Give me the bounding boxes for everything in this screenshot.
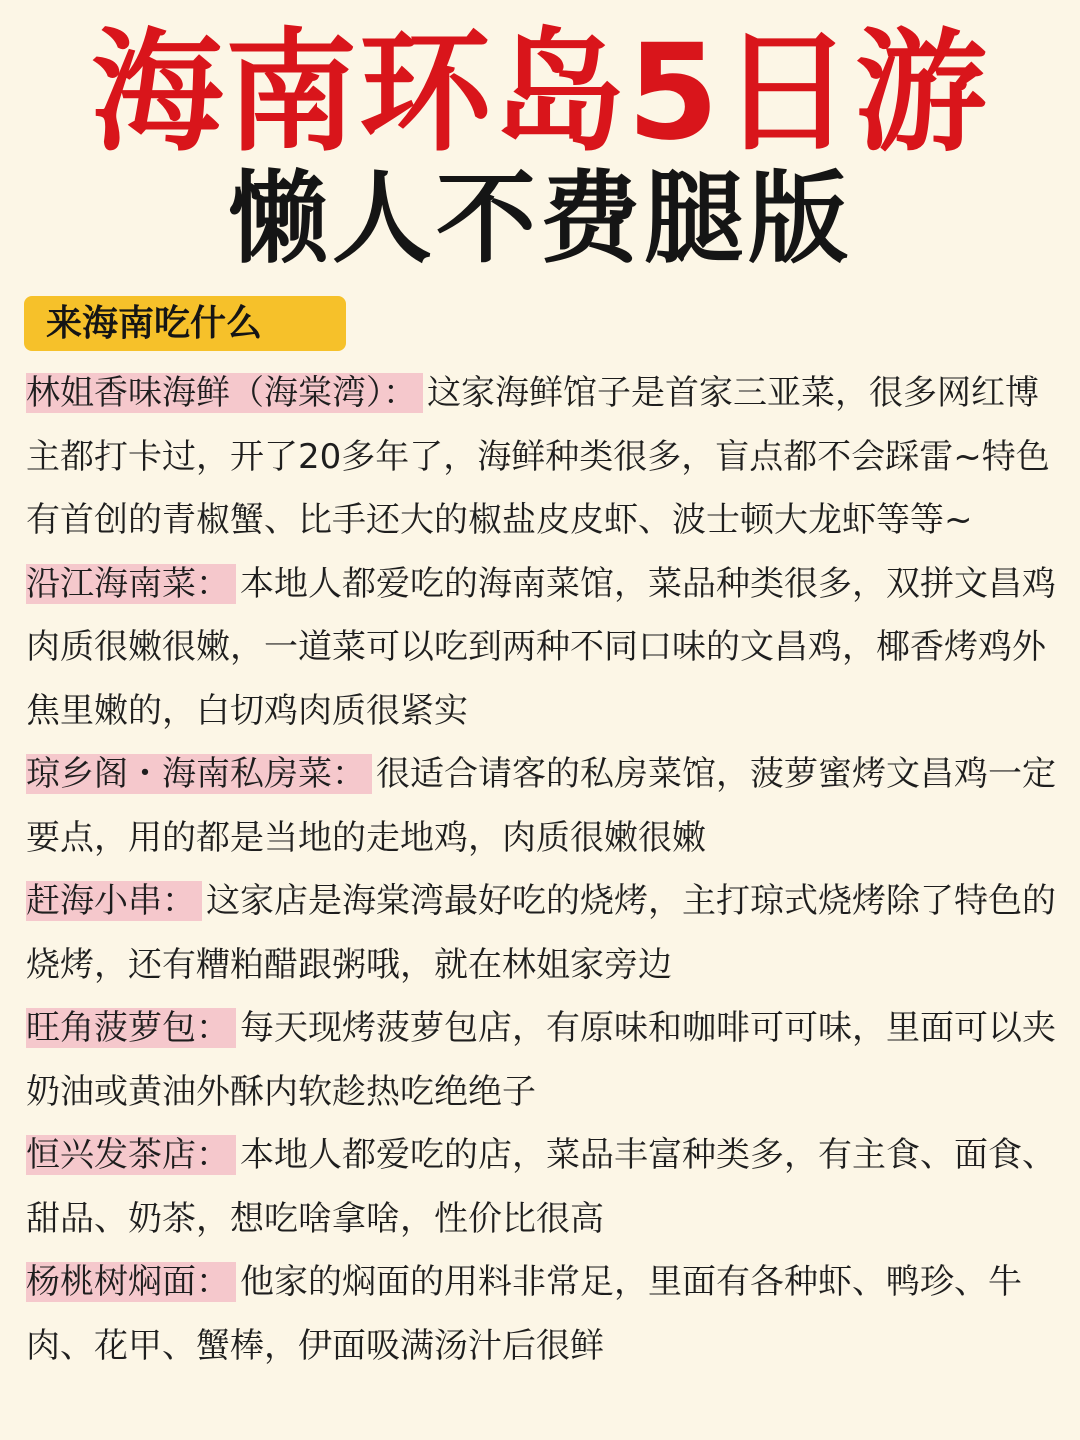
restaurant-entry-ganhai bbox=[26, 870, 1056, 997]
restaurant-list bbox=[26, 362, 1056, 1378]
restaurant-name: 赶海小串： bbox=[26, 881, 202, 921]
restaurant-description: 这家海鲜馆子是首家三亚菜，很多网红博主都打卡过，开了20多年了，海鲜种类很多，盲点都不会踩雷~特色有首创的青椒蟹、比手还大的椒盐皮皮虾、波士顿大龙虾等等~ bbox=[26, 373, 1050, 540]
restaurant-name: 杨桃树焖面： bbox=[26, 1262, 236, 1302]
restaurant-name: 林姐香味海鲜（海棠湾）： bbox=[26, 373, 423, 413]
restaurant-description: 本地人都爱吃的海南菜馆，菜品种类很多，双拼文昌鸡肉质很嫩很嫩，一道菜可以吃到两种不同口味的文昌鸡，椰香烤鸡外焦里嫩的，白切鸡肉质很紧实 bbox=[26, 563, 1056, 731]
restaurant-entry-hengxingfa bbox=[26, 1124, 1056, 1251]
restaurant-description: 本地人都爱吃的店，菜品丰富种类多，有主食、面食、甜品、奶茶，想吃啥拿啥，性价比很高 bbox=[26, 1135, 1056, 1239]
restaurant-entry-yangtaoshu bbox=[26, 1251, 1056, 1378]
restaurant-name: 恒兴发茶店： bbox=[26, 1135, 236, 1175]
restaurant-description: 这家店是海棠湾最好吃的烧烤，主打琼式烧烤除了特色的烧烤，还有糟粕醋跟粥哦，就在林姐家旁边 bbox=[26, 881, 1056, 985]
restaurant-entry-yanjiang bbox=[26, 553, 1056, 744]
restaurant-entry-wangjiao bbox=[26, 997, 1056, 1124]
main-title: 海南环岛5日游 bbox=[91, 16, 989, 170]
restaurant-entry-qiongxiangge bbox=[26, 743, 1056, 870]
restaurant-description: 每天现烤菠萝包店，有原味和咖啡可可味，里面可以夹奶油或黄油外酥内软趁热吃绝绝子 bbox=[26, 1008, 1056, 1112]
section-tag-food: 来海南吃什么 bbox=[24, 296, 346, 351]
restaurant-name: 旺角菠萝包： bbox=[26, 1008, 236, 1048]
restaurant-description: 他家的焖面的用料非常足，里面有各种虾、鸭珍、牛肉、花甲、蟹棒，伊面吸满汤汁后很鲜 bbox=[26, 1262, 1022, 1366]
restaurant-name: 沿江海南菜： bbox=[26, 564, 236, 604]
restaurant-entry-linjie bbox=[26, 362, 1056, 553]
sub-title: 懒人不费腿版 bbox=[228, 160, 852, 277]
restaurant-description: 很适合请客的私房菜馆，菠萝蜜烤文昌鸡一定要点，用的都是当地的走地鸡，肉质很嫩很嫩 bbox=[26, 754, 1056, 858]
restaurant-name: 琼乡阁・海南私房菜： bbox=[26, 754, 372, 794]
